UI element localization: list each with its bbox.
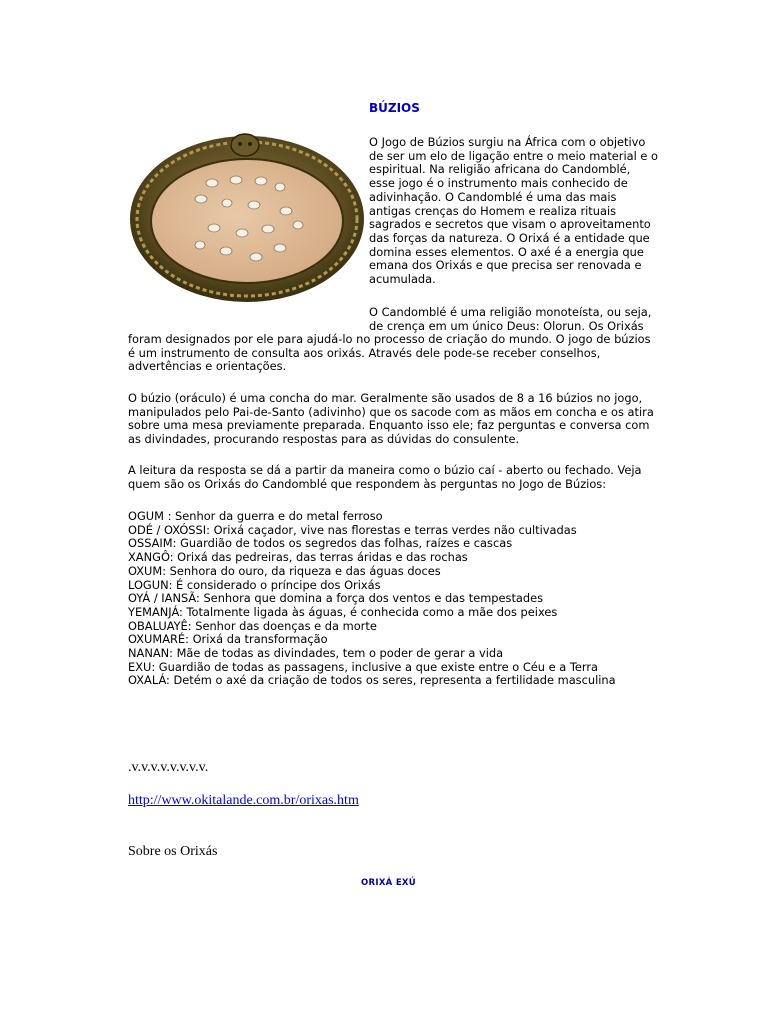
orixa-line: OYÁ / IANSÃ: Senhora que domina a força dos ventos e das tempestades	[128, 591, 544, 606]
buzio-paragraph: O búzio (oráculo) é uma concha do mar. Geralmente são usados de 8 a 16 búzios no jogo, manipulados pelo Pai-de-Santo (adivinho) que os sacode com as mãos em concha e os atira sobre uma mesa previamente preparada. Enquanto isso ele; faz perguntas e conversa com as divindades, procurando respostas para as dúvidas do consulente.	[128, 391, 654, 447]
leitura-paragraph: A leitura da resposta se dá a partir da maneira como o búzio caí - aberto ou fechado. Veja quem são os Orixás do Candomblé que respondem às perguntas no Jogo de Búzios:	[128, 463, 642, 491]
orixa-line: XANGÔ: Orixá das pedreiras, das terras áridas e das rochas	[128, 550, 468, 565]
sobre-heading: Sobre os Orixás	[128, 844, 218, 859]
page-title: BÚZIOS	[369, 101, 420, 115]
orixa-exu-heading: ORIXÁ EXÚ	[361, 878, 416, 888]
orixa-line: ODÉ / OXÓSSI: Orixá caçador, vive nas florestas e terras verdes não cultivadas	[128, 522, 577, 537]
orixa-line: LOGUN: É considerado o príncipe dos Orixás	[128, 577, 381, 592]
candomble-paragraph-bottom: foram designados por ele para ajudá-lo no processo de criação do mundo. O jogo de búzios é um instrumento de consulta aos orixás. Através dele pode-se receber conselhos, advertências e orientações.	[128, 332, 651, 374]
orixas-list	[128, 510, 668, 688]
orixa-line: OGUM : Senhor da guerra e do metal ferroso	[128, 509, 383, 523]
orixa-line: OXALÁ: Detém o axé da criação de todos os seres, representa a fertilidade masculina	[128, 673, 616, 688]
buzios-board-image	[128, 133, 366, 303]
orixa-line: NANAN: Mãe de todas as divindades, tem o poder de gerar a vida	[128, 646, 504, 661]
orixa-line: OBALUAYÊ: Senhor das doenças e da morte	[128, 618, 377, 633]
orixa-line: OSSAIM: Guardião de todos os segredos das folhas, raízes e cascas	[128, 536, 513, 551]
orixa-line: OXUMARÉ: Orixá da transformação	[128, 632, 328, 647]
orixa-line: OXUM: Senhora do ouro, da riqueza e das águas doces	[128, 563, 441, 578]
candomble-paragraph-top: O Candomblé é uma religião monoteísta, ou seja, de crença em um único Deus: Olorun. Os Orixás	[369, 305, 652, 333]
orixas-link[interactable]: http://www.okitalande.com.br/orixas.htm	[128, 793, 359, 808]
orixa-line: YEMANJÁ: Totalmente ligada às águas, é conhecida como a mãe dos peixes	[128, 604, 558, 619]
intro-paragraph: O Jogo de Búzios surgiu na África com o objetivo de ser um elo de ligação entre o meio material e o espiritual. Na religião africana do Candomblé, esse jogo é o instrumento mais conhecido de adivinhação. O Candomblé é uma das mais antigas crenças do Homem e realiza rituais sagrados e secretos que visam o aproveitamento das forças da natureza. O Orixá é a entidade que domina esses elementos. O axé é a energia que emana dos Orixás e que precisa ser renovada e acumulada.	[369, 135, 658, 287]
orixa-line: EXU: Guardião de todas as passagens, inclusive a que existe entre o Céu e a Terra	[128, 659, 599, 674]
separator-text: .v.v.v.v.v.v.v.v.	[128, 760, 209, 775]
